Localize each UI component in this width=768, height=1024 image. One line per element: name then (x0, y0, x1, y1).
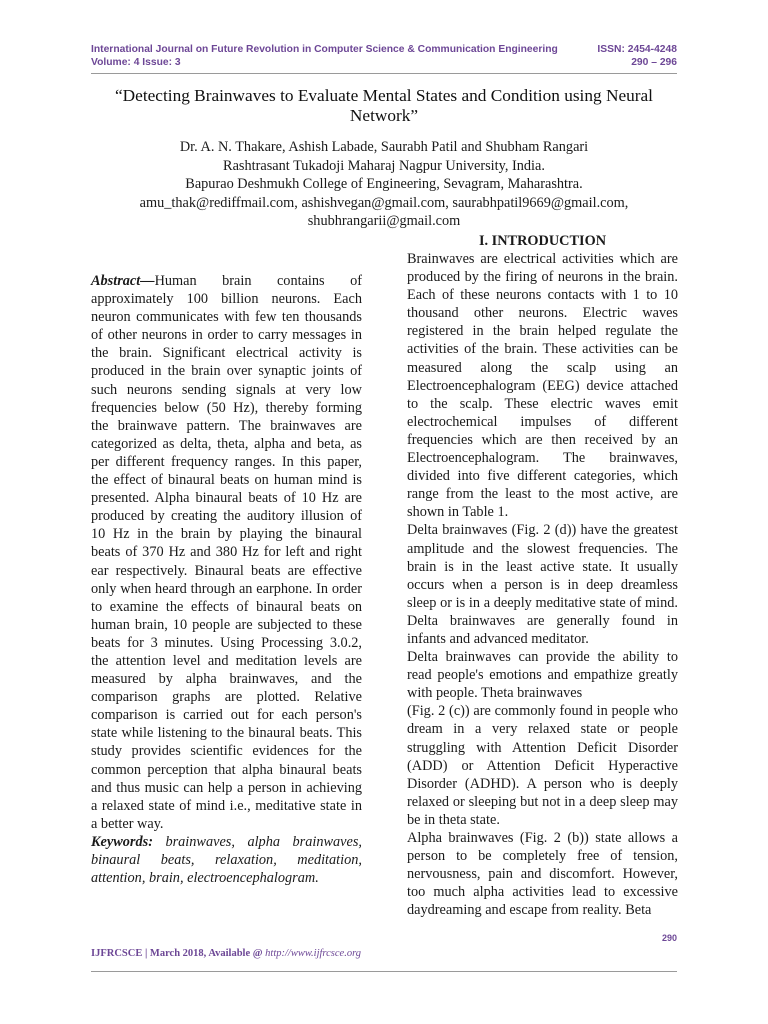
keywords (91, 833, 362, 887)
author-block (91, 138, 677, 231)
journal-volume: Volume: 4 Issue: 3 (91, 56, 181, 68)
page-footer (91, 948, 361, 959)
author-university: Rashtrasant Tukadoji Maharaj Nagpur University, India. (223, 157, 545, 174)
journal-pages: 290 – 296 (631, 56, 677, 68)
keywords-label: Keywords: (91, 833, 153, 850)
journal-issn: ISSN: 2454-4248 (597, 44, 677, 55)
intro-paragraph: Brainwaves are electrical activities which are produced by the firing of neurons in the brain. Each of these neurons contacts with 1 to 10 thousand other neurons. Electric waves registered in the brain helped regulate the activities of the brain. These activities can be measured along the scalp using an Electroencephalogram (EEG) device attached to the scalp. These electric waves emit electrochemical impulses of different frequencies which are then received by an Electroencephalogram. The brainwaves, divided into five different categories, which range from the least to the most active, are shown in Table 1. (407, 251, 678, 521)
right-column (407, 250, 678, 919)
introduction-heading: I. INTRODUCTION (478, 233, 607, 249)
left-column (91, 272, 362, 887)
footer-divider (91, 971, 677, 972)
header-divider (91, 73, 677, 74)
footer-journal: IJFRCSCE | March 2018, Available @ (91, 948, 266, 959)
author-names: Dr. A. N. Thakare, Ashish Labade, Saurabh Patil and Shubham Rangari (179, 139, 589, 155)
abstract (91, 272, 362, 833)
journal-issn-block (597, 44, 677, 69)
intro-paragraph: Delta brainwaves can provide the ability to read people's emotions and empathize greatly with people. Theta brainwaves (407, 649, 678, 702)
abstract-label: Abstract— (91, 273, 155, 289)
journal-name: International Journal on Future Revolution in Computer Science & Communication Engineering (91, 44, 558, 55)
intro-paragraph: Delta brainwaves (Fig. 2 (d)) have the greatest amplitude and the slowest frequencies. The brain is in the least active state. It usually occurs when a person is in deep dreamless sleep or is in a deeply meditative state of mind. Delta brainwaves are generally found in infants and advanced meditator. (407, 522, 678, 647)
journal-header (91, 44, 558, 69)
page-number: 290 (661, 933, 677, 943)
intro-paragraph: (Fig. 2 (c)) are commonly found in people who dream in a very relaxed state or people struggling with Attention Deficit Disorder (ADD) or Attention Deficit Hyperactive Disorder (ADHD). A person who is deeply relaxed or sleeping but not in a deep sleep may be in theta state. (407, 703, 678, 828)
author-emails-cont: shubhrangarii@gmail.com (307, 213, 461, 230)
paper-title: “Detecting Brainwaves to Evaluate Mental States and Condition using Neural Network” (115, 86, 653, 125)
intro-paragraph: Alpha brainwaves (Fig. 2 (b)) state allows a person to be completely free of tension, nervousness, pain and discomfort. However, too much alpha activities lead to excessive daydreaming and escape from reality. Beta (407, 830, 678, 919)
abstract-text: Human brain contains of approximately 100 billion neurons. Each neuron communicates with few ten thousands of other neurons in order to carry messages in the brain. Significant electrical activity is produced in the brain over synaptic joints of such neurons sending signals at very low frequencies below (50 Hz), thereby forming the brainwave pattern. The brainwaves are categorized as delta, theta, alpha and beta, as per different frequency ranges. In this paper, the effect of binaural beats on human mind is presented. Alpha binaural beats of 10 Hz are produced by creating the auditory illusion of 10 Hz in the brain by playing the binaural beats of 370 Hz and 380 Hz for left and right ear respectively. Binaural beats are effective only when heard through an earphone. In order to examine the effects of binaural beats on human brain, 10 people are subjected to these beats for 3 minutes. Using Processing 3.0.2, the attention level and meditation levels are measured by alpha brainwaves, and the comparison graphs are plotted. Relative comparison is carried out for each person's state while listening to the binaural beats. This study provides scientific evidences for the common perception that alpha binaural beats and thus music can help a person in achieving a relaxed state of mind i.e., meditative state in a better way. (91, 273, 362, 832)
author-college: Bapurao Deshmukh College of Engineering, Sevagram, Maharashtra. (185, 176, 583, 193)
keywords-text: brainwaves, alpha brainwaves, binaural beats, relaxation, meditation, attention, brain, electroencephalogram. (91, 833, 362, 887)
footer-url-link[interactable]: http://www.ijfrcsce.org (265, 948, 362, 959)
author-emails: amu_thak@rediffmail.com, ashishvegan@gmail.com, saurabhpatil9669@gmail.com, (139, 194, 629, 211)
